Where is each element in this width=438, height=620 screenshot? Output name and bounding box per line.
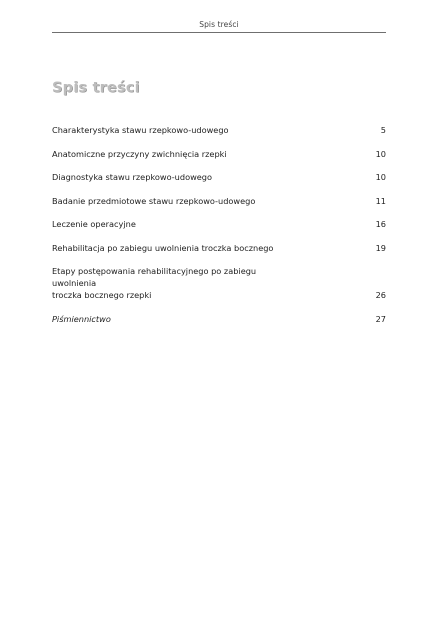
toc-entry[interactable]	[52, 265, 386, 301]
toc-entry-label-line: Anatomiczne przyczyny zwichnięcia rzepki	[52, 148, 227, 159]
toc-entry-label	[52, 148, 227, 160]
toc-entry-label-line: Badanie przedmiotowe stawu rzepkowo-udowego	[52, 195, 256, 206]
toc-entry-label-line: Etapy postępowania rehabilitacyjnego po zabiegu uwolnienia	[52, 266, 257, 288]
toc-entry-label-line: troczka bocznego rzepki	[52, 290, 152, 300]
toc-entry-label-line: Charakterystyka stawu rzepkowo-udowego	[52, 125, 229, 135]
toc-entry-label	[52, 265, 302, 301]
toc-entry-page: 27	[375, 313, 386, 324]
toc-entry-label	[52, 242, 273, 254]
toc-entry-label-line: Rehabilitacja po zabiegu uwolnienia troczka bocznego	[52, 242, 274, 253]
page-title: Spis treści	[52, 80, 140, 96]
toc-entry-bibliography[interactable]	[52, 313, 386, 325]
toc-entry[interactable]	[52, 242, 386, 254]
toc-entry-page: 10	[375, 172, 386, 182]
toc-entry-page: 5	[380, 125, 386, 135]
toc-entry-label-line: Diagnostyka stawu rzepkowo-udowego	[52, 172, 213, 182]
toc-entry-label	[52, 171, 212, 183]
running-header: Spis treści	[199, 20, 239, 29]
toc-entry-page: 19	[375, 242, 386, 253]
toc-entry[interactable]	[52, 218, 386, 230]
toc-entry[interactable]	[52, 148, 386, 160]
table-of-contents	[52, 124, 386, 336]
toc-entry[interactable]	[52, 124, 386, 136]
toc-entry-label	[52, 218, 136, 230]
header-rule	[52, 32, 386, 33]
toc-entry-page: 26	[375, 290, 386, 300]
toc-entry-label	[52, 124, 229, 136]
toc-entry-label	[52, 313, 111, 325]
toc-entry-label-line: Piśmiennictwo	[52, 313, 111, 324]
toc-entry-label-line: Leczenie operacyjne	[52, 219, 136, 229]
toc-entry-page: 11	[375, 195, 386, 206]
toc-entry-page: 16	[375, 219, 386, 229]
toc-entry[interactable]	[52, 171, 386, 183]
toc-entry-page: 10	[375, 148, 386, 159]
toc-entry[interactable]	[52, 195, 386, 207]
toc-entry-label	[52, 195, 255, 207]
